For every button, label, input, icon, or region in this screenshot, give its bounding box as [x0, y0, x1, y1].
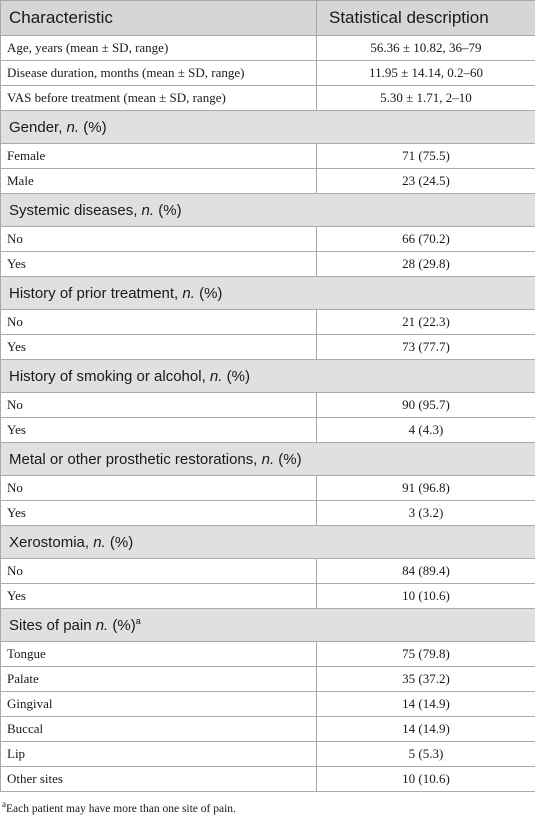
section-suffix: (%) — [108, 617, 136, 634]
section-title-text: Metal or other prosthetic restorations, — [9, 451, 262, 468]
row-value: 84 (89.4) — [317, 559, 535, 584]
row-value: 75 (79.8) — [317, 642, 535, 667]
table-row — [1, 418, 535, 443]
row-value: 23 (24.5) — [317, 169, 535, 194]
table-row — [1, 642, 535, 667]
table-row — [1, 667, 535, 692]
header-characteristic: Characteristic — [1, 1, 317, 36]
table-row — [1, 169, 535, 194]
section-n-label: n. — [182, 285, 195, 302]
section-title-text: History of smoking or alcohol, — [9, 368, 210, 385]
row-label: Lip — [1, 742, 317, 767]
section-header-row — [1, 609, 535, 642]
table-row — [1, 476, 535, 501]
row-label: Age, years (mean ± SD, range) — [1, 36, 317, 61]
row-value: 5 (5.3) — [317, 742, 535, 767]
row-value: 10 (10.6) — [317, 767, 535, 792]
section-title — [1, 526, 535, 559]
section-n-label: n. — [93, 534, 106, 551]
row-label: VAS before treatment (mean ± SD, range) — [1, 86, 317, 111]
row-label: Yes — [1, 418, 317, 443]
section-header-row — [1, 277, 535, 310]
header-row — [1, 1, 535, 36]
section-title-text: Systemic diseases, — [9, 202, 142, 219]
row-label: Female — [1, 144, 317, 169]
table-row — [1, 501, 535, 526]
section-title — [1, 443, 535, 476]
table-row — [1, 144, 535, 169]
section-suffix: (%) — [79, 119, 107, 136]
section-title — [1, 277, 535, 310]
section-n-label: n. — [210, 368, 223, 385]
section-suffix: (%) — [274, 451, 302, 468]
row-label: Palate — [1, 667, 317, 692]
row-value: 56.36 ± 10.82, 36–79 — [317, 36, 535, 61]
section-title-text: History of prior treatment, — [9, 285, 182, 302]
row-value: 35 (37.2) — [317, 667, 535, 692]
table-row — [1, 86, 535, 111]
section-title — [1, 194, 535, 227]
row-label: Yes — [1, 584, 317, 609]
section-title-text: Xerostomia, — [9, 534, 93, 551]
footnote-mark: a — [2, 799, 6, 809]
row-value: 28 (29.8) — [317, 252, 535, 277]
row-label: Gingival — [1, 692, 317, 717]
row-label: Yes — [1, 501, 317, 526]
table-row — [1, 310, 535, 335]
row-value: 90 (95.7) — [317, 393, 535, 418]
section-suffix: (%) — [154, 202, 182, 219]
section-n-label: n. — [142, 202, 155, 219]
row-label: Male — [1, 169, 317, 194]
footnote-text: Each patient may have more than one site of pain. — [6, 803, 236, 815]
row-label: No — [1, 559, 317, 584]
table-body — [1, 36, 535, 792]
section-footnote-mark: a — [136, 616, 141, 626]
row-value: 71 (75.5) — [317, 144, 535, 169]
row-value: 14 (14.9) — [317, 692, 535, 717]
row-label: Tongue — [1, 642, 317, 667]
row-value: 91 (96.8) — [317, 476, 535, 501]
section-header-row — [1, 194, 535, 227]
section-suffix: (%) — [222, 368, 250, 385]
table-row — [1, 252, 535, 277]
section-suffix: (%) — [106, 534, 134, 551]
table-row — [1, 36, 535, 61]
header-statistical-description: Statistical description — [317, 1, 535, 36]
table-row — [1, 767, 535, 792]
table-row — [1, 61, 535, 86]
table-row — [1, 559, 535, 584]
row-value: 11.95 ± 14.14, 0.2–60 — [317, 61, 535, 86]
row-label: No — [1, 310, 317, 335]
row-label: No — [1, 227, 317, 252]
section-title — [1, 111, 535, 144]
table-row — [1, 717, 535, 742]
section-title — [1, 609, 535, 642]
row-label: Yes — [1, 252, 317, 277]
section-header-row — [1, 360, 535, 393]
row-label: Other sites — [1, 767, 317, 792]
section-title-text: Gender, — [9, 119, 67, 136]
row-label: No — [1, 476, 317, 501]
row-label: No — [1, 393, 317, 418]
row-value: 3 (3.2) — [317, 501, 535, 526]
row-value: 21 (22.3) — [317, 310, 535, 335]
table-row — [1, 393, 535, 418]
table-row — [1, 227, 535, 252]
table-row — [1, 692, 535, 717]
section-n-label: n. — [96, 617, 109, 634]
table-row — [1, 742, 535, 767]
row-label: Buccal — [1, 717, 317, 742]
section-n-label: n. — [67, 119, 80, 136]
section-suffix: (%) — [195, 285, 223, 302]
section-title — [1, 360, 535, 393]
section-header-row — [1, 443, 535, 476]
section-title-text: Sites of pain — [9, 617, 96, 634]
table-row — [1, 335, 535, 360]
row-value: 14 (14.9) — [317, 717, 535, 742]
row-label: Yes — [1, 335, 317, 360]
section-n-label: n. — [262, 451, 275, 468]
section-header-row — [1, 111, 535, 144]
footnote — [0, 792, 535, 815]
row-value: 73 (77.7) — [317, 335, 535, 360]
row-value: 5.30 ± 1.71, 2–10 — [317, 86, 535, 111]
row-label: Disease duration, months (mean ± SD, range) — [1, 61, 317, 86]
row-value: 4 (4.3) — [317, 418, 535, 443]
section-header-row — [1, 526, 535, 559]
row-value: 10 (10.6) — [317, 584, 535, 609]
row-value: 66 (70.2) — [317, 227, 535, 252]
table-row — [1, 584, 535, 609]
